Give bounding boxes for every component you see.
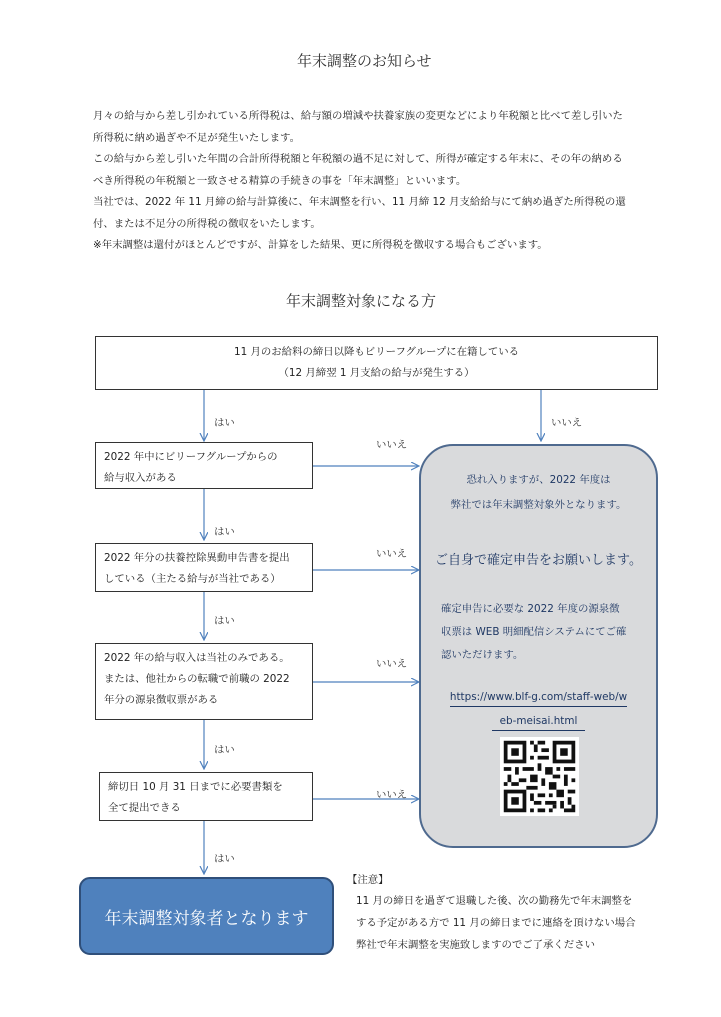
panel-text: 認いただけます。 — [441, 649, 524, 661]
question-line: 給与収入がある — [104, 472, 177, 484]
intro-line: 付、または不足分の所得税の徴収をいたします。 — [93, 217, 321, 230]
panel-url[interactable] — [421, 691, 656, 703]
note-line: 11 月の締日を過ぎて退職した後、次の勤務先で年末調整を — [356, 895, 633, 907]
panel-text: 弊社では年末調整対象外となります。 — [450, 499, 627, 511]
panel-text: 恐れ入りますが、2022 年度は — [466, 474, 611, 486]
result-text: 年末調整対象者となります — [104, 908, 309, 929]
question-box-declaration — [95, 543, 313, 592]
question-line: 2022 年分の扶養控除異動申告書を提出 — [104, 552, 290, 564]
note-heading: 【注意】 — [347, 874, 389, 886]
condition-box-employment — [95, 336, 658, 390]
eligible-result-box — [79, 877, 334, 955]
question-line: または、他社からの転職で前職の 2022 — [104, 673, 290, 685]
panel-text: 確定申告に必要な 2022 年度の源泉徴 — [441, 603, 620, 615]
question-line: している（主たる給与が当社である） — [104, 573, 281, 585]
no-label: いいえ — [376, 439, 408, 451]
note-line: 弊社で年末調整を実施致しますのでご了承ください — [356, 939, 595, 951]
yes-label: はい — [214, 744, 235, 756]
yes-label: はい — [214, 417, 235, 429]
question-line: 全て提出できる — [108, 802, 181, 814]
yes-label: はい — [214, 853, 235, 865]
condition-line: 11 月のお給料の締日以降もビリーフグループに在籍している — [233, 346, 519, 358]
panel-guidance — [441, 598, 641, 667]
question-line: 2022 年の給与収入は当社のみである。 — [104, 652, 290, 664]
panel-text: 収票は WEB 明細配信システムにてご確 — [441, 626, 627, 638]
url-line[interactable]: https://www.blf-g.com/staff-web/w — [450, 691, 627, 707]
qr-code-icon — [500, 737, 579, 816]
question-box-sole-income — [95, 643, 313, 720]
page-title: 年末調整のお知らせ — [297, 52, 432, 70]
question-line: 2022 年中にビリーフグループからの — [104, 451, 278, 463]
no-label: いいえ — [376, 789, 408, 801]
yes-label: はい — [214, 615, 235, 627]
question-box-deadline — [99, 772, 313, 821]
yes-label: はい — [214, 526, 235, 538]
not-eligible-panel — [419, 444, 658, 848]
intro-line: ※年末調整は還付がほとんどですが、計算をした結果、更に所得税を徴収する場合もございます。 — [93, 239, 548, 251]
no-label: いいえ — [551, 417, 583, 429]
question-line: 年分の源泉徴収票がある — [104, 694, 219, 706]
panel-heading: ご自身で確定申告をお願いします。 — [435, 553, 642, 568]
intro-line: この給与から差し引いた年間の合計所得税額と年税額の過不足に対して、所得が確定する年末に、その年の納める — [93, 153, 623, 165]
intro-line: 月々の給与から差し引かれている所得税は、給与額の増減や扶養家族の変更などにより年税額と比べて差し引いた — [93, 110, 623, 122]
no-label: いいえ — [376, 548, 408, 560]
intro-line: べき所得税の年税額と一致させる精算の手続きの事を「年末調整」といいます。 — [93, 174, 467, 187]
intro-line: 所得税に納め過ぎや不足が発生いたします。 — [93, 131, 300, 144]
condition-line: （12 月締翌 1 月支給の給与が発生する） — [278, 367, 475, 379]
no-label: いいえ — [376, 658, 408, 670]
section-title: 年末調整対象になる方 — [286, 292, 437, 310]
panel-url[interactable] — [421, 715, 656, 727]
question-box-income — [95, 442, 313, 489]
intro-line: 当社では、2022 年 11 月締の給与計算後に、年末調整を行い、11 月締 12 月支給給与にて納め過ぎた所得税の還 — [93, 196, 626, 208]
note-line: する予定がある方で 11 月の締日までに連絡を頂けない場合 — [356, 917, 636, 929]
question-line: 締切日 10 月 31 日までに必要書類を — [108, 781, 283, 793]
url-line[interactable]: eb-meisai.html — [492, 715, 586, 731]
